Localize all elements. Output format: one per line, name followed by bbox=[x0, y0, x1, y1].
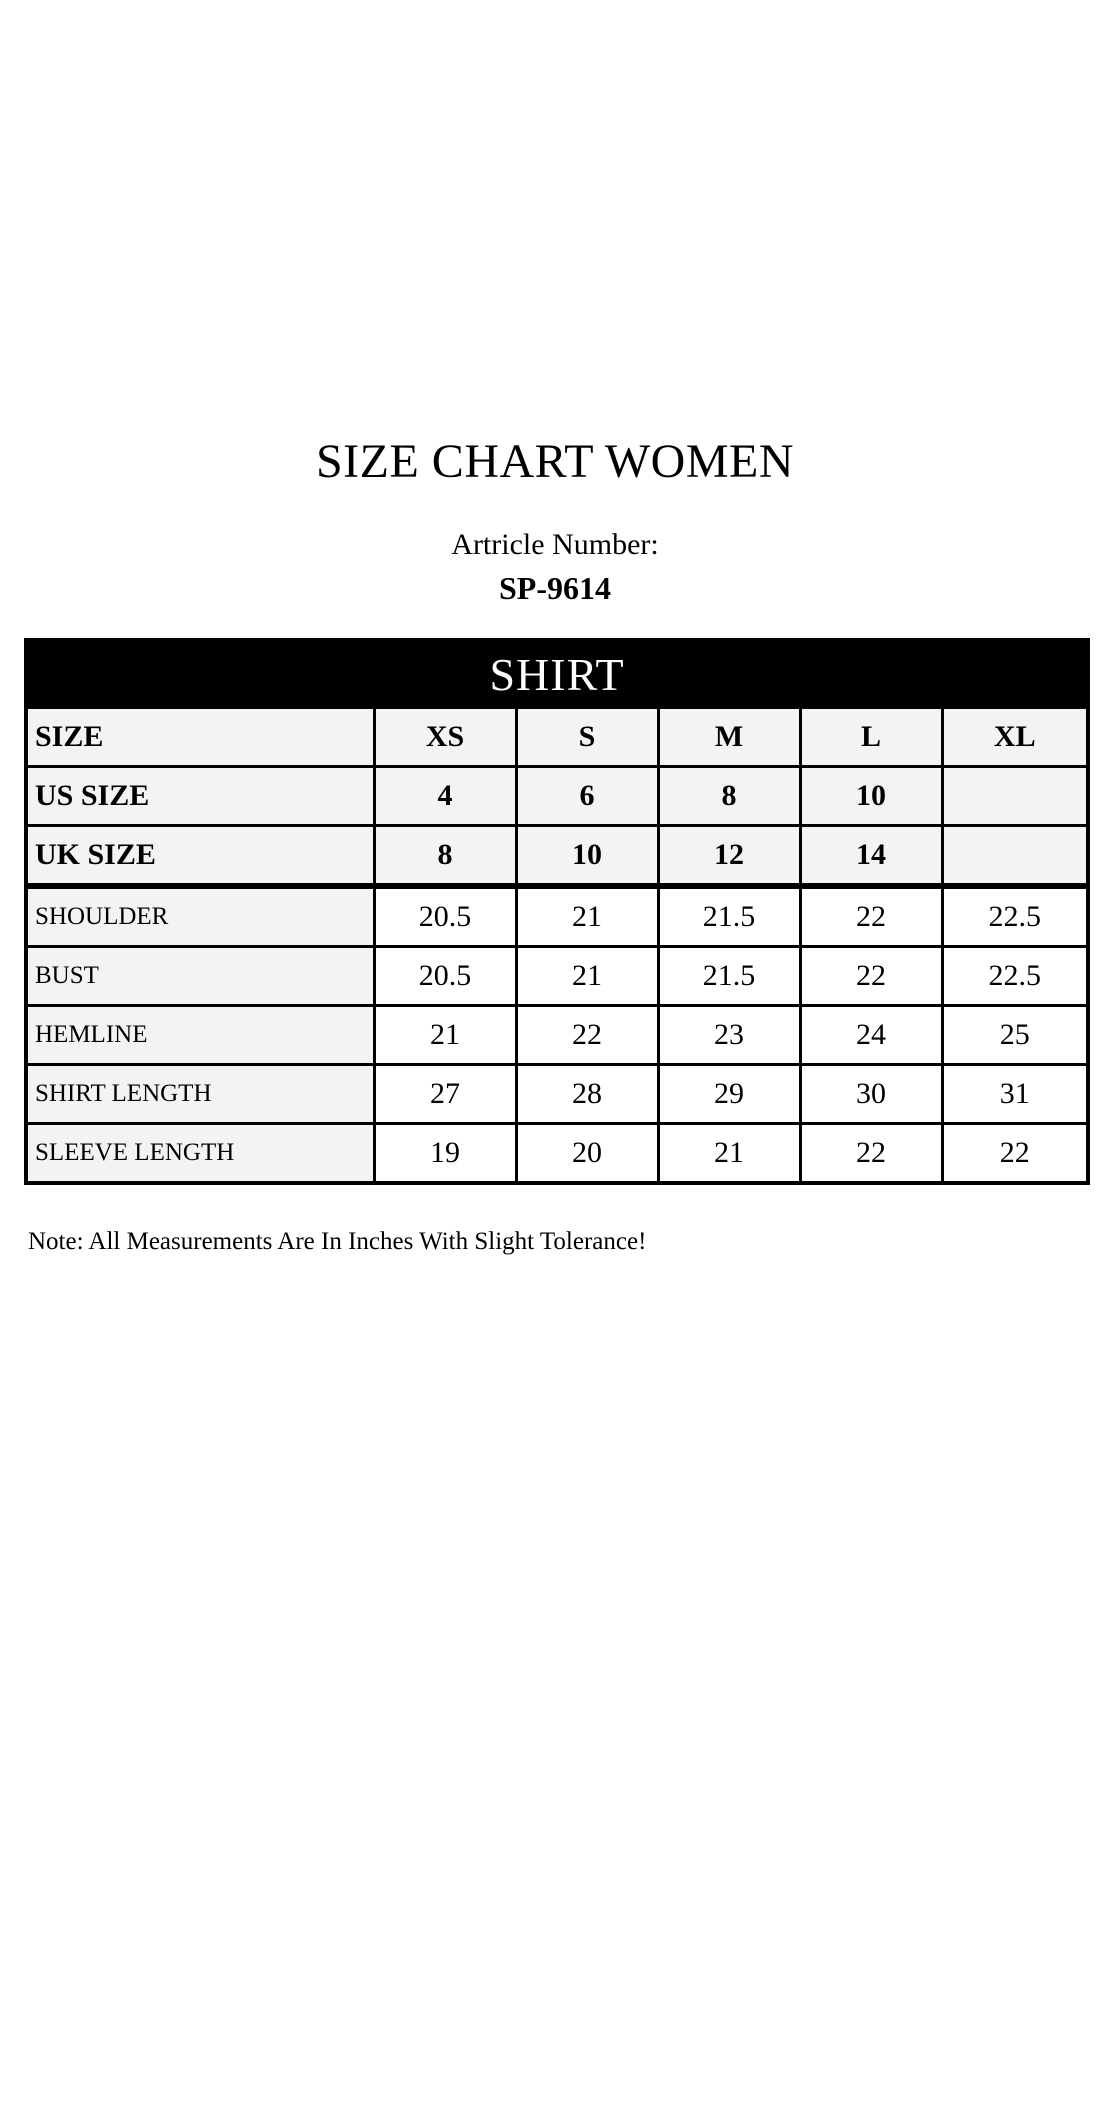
size-cell-xs: XS bbox=[374, 708, 516, 767]
hemline-cell-s: 22 bbox=[516, 1006, 658, 1065]
us-size-cell-xl bbox=[942, 767, 1088, 826]
measurement-note: Note: All Measurements Are In Inches With Slight Tolerance! bbox=[28, 1228, 647, 1255]
row-label-hemline: HEMLINE bbox=[26, 1006, 374, 1065]
bust-cell-xs: 20.5 bbox=[374, 947, 516, 1006]
row-label-sleeve-length: SLEEVE LENGTH bbox=[26, 1124, 374, 1184]
size-cell-s: S bbox=[516, 708, 658, 767]
table-row-hemline bbox=[26, 1006, 1088, 1065]
sleeve-length-cell-xs: 19 bbox=[374, 1124, 516, 1184]
row-label-uk-size: UK SIZE bbox=[26, 826, 374, 887]
us-size-cell-xs: 4 bbox=[374, 767, 516, 826]
shoulder-cell-m: 21.5 bbox=[658, 886, 800, 947]
bust-cell-l: 22 bbox=[800, 947, 942, 1006]
bust-cell-xl: 22.5 bbox=[942, 947, 1088, 1006]
sleeve-length-cell-m: 21 bbox=[658, 1124, 800, 1184]
uk-size-cell-l: 14 bbox=[800, 826, 942, 887]
sleeve-length-cell-xl: 22 bbox=[942, 1124, 1088, 1184]
article-number-label: Artricle Number: bbox=[451, 528, 659, 561]
size-chart-table bbox=[24, 638, 1090, 1185]
table-row-shirt-length bbox=[26, 1065, 1088, 1124]
shoulder-cell-xl: 22.5 bbox=[942, 886, 1088, 947]
size-cell-l: L bbox=[800, 708, 942, 767]
row-label-shirt-length: SHIRT LENGTH bbox=[26, 1065, 374, 1124]
table-row-size bbox=[26, 708, 1088, 767]
table-title: SHIRT bbox=[26, 640, 1088, 708]
sleeve-length-cell-s: 20 bbox=[516, 1124, 658, 1184]
page-title: SIZE CHART WOMEN bbox=[315, 435, 794, 488]
size-chart-page bbox=[0, 435, 1110, 2103]
uk-size-cell-s: 10 bbox=[516, 826, 658, 887]
bust-cell-s: 21 bbox=[516, 947, 658, 1006]
shirt-length-cell-xs: 27 bbox=[374, 1065, 516, 1124]
table-row-shoulder bbox=[26, 886, 1088, 947]
sleeve-length-cell-l: 22 bbox=[800, 1124, 942, 1184]
row-label-bust: BUST bbox=[26, 947, 374, 1006]
row-label-size: SIZE bbox=[26, 708, 374, 767]
shirt-length-cell-m: 29 bbox=[658, 1065, 800, 1124]
row-label-us-size: US SIZE bbox=[26, 767, 374, 826]
table-title-row bbox=[26, 640, 1088, 708]
shoulder-cell-s: 21 bbox=[516, 886, 658, 947]
size-cell-xl: XL bbox=[942, 708, 1088, 767]
row-label-shoulder: SHOULDER bbox=[26, 886, 374, 947]
size-cell-m: M bbox=[658, 708, 800, 767]
table-row-us-size bbox=[26, 767, 1088, 826]
us-size-cell-m: 8 bbox=[658, 767, 800, 826]
shirt-length-cell-xl: 31 bbox=[942, 1065, 1088, 1124]
us-size-cell-l: 10 bbox=[800, 767, 942, 826]
shirt-length-cell-s: 28 bbox=[516, 1065, 658, 1124]
us-size-cell-s: 6 bbox=[516, 767, 658, 826]
hemline-cell-m: 23 bbox=[658, 1006, 800, 1065]
shoulder-cell-xs: 20.5 bbox=[374, 886, 516, 947]
uk-size-cell-xs: 8 bbox=[374, 826, 516, 887]
article-number-value: SP-9614 bbox=[499, 570, 611, 606]
uk-size-cell-m: 12 bbox=[658, 826, 800, 887]
hemline-cell-xs: 21 bbox=[374, 1006, 516, 1065]
shirt-length-cell-l: 30 bbox=[800, 1065, 942, 1124]
table-row-uk-size bbox=[26, 826, 1088, 887]
uk-size-cell-xl bbox=[942, 826, 1088, 887]
table-row-sleeve-length bbox=[26, 1124, 1088, 1184]
hemline-cell-xl: 25 bbox=[942, 1006, 1088, 1065]
bust-cell-m: 21.5 bbox=[658, 947, 800, 1006]
shoulder-cell-l: 22 bbox=[800, 886, 942, 947]
hemline-cell-l: 24 bbox=[800, 1006, 942, 1065]
table-row-bust bbox=[26, 947, 1088, 1006]
